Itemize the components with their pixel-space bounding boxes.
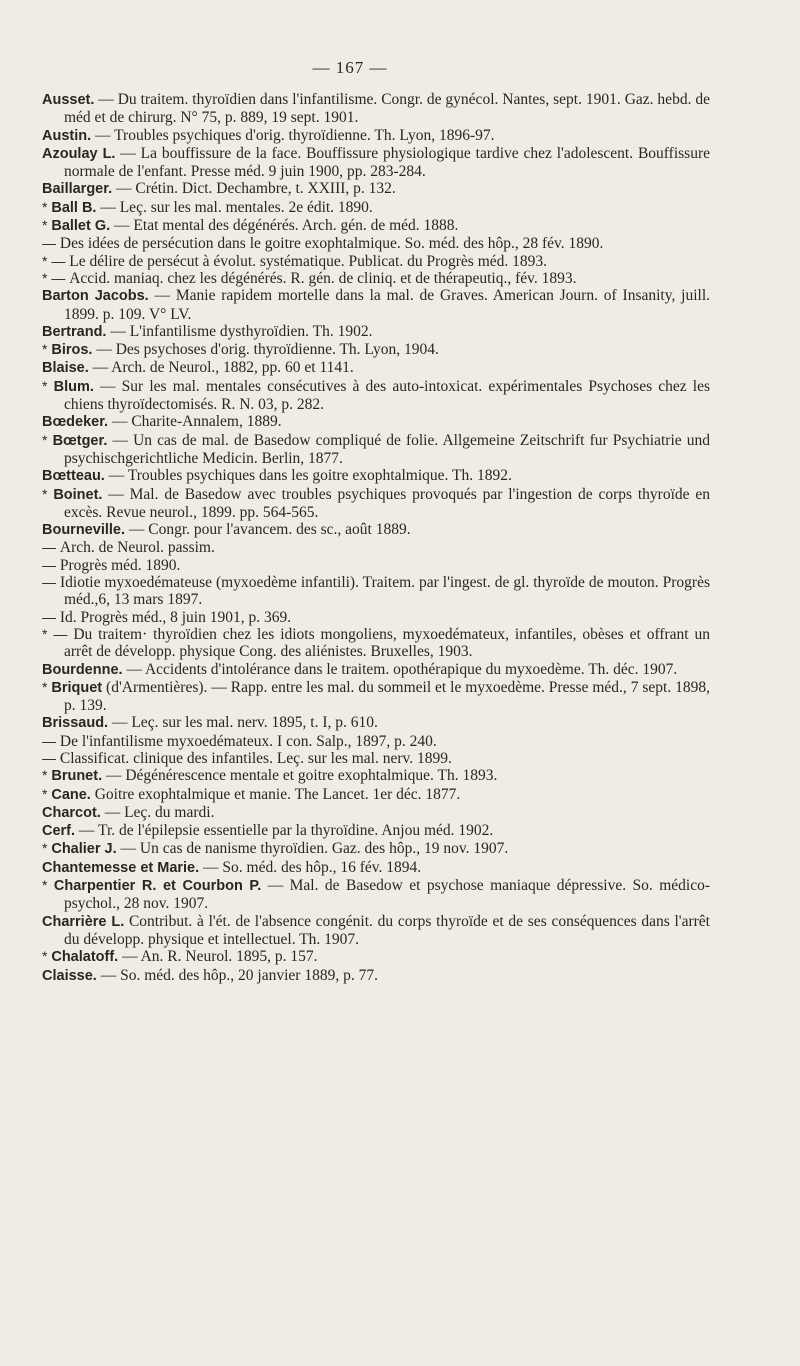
entry-marker: * — [42,269,70,286]
bibliography-entry [42,626,710,661]
bibliography-entry [42,467,710,485]
entry-marker: * [42,877,54,894]
entry-author: Chalatoff. [51,949,119,966]
entry-reference: — Tr. de l'épilepsie essentielle par la thyroïdine. Anjou méd. 1902. [75,822,494,840]
entry-marker: * [42,198,52,215]
entry-reference: — Leç. sur les mal. nerv. 1895, t. I, p. 610. [108,714,378,732]
entry-author: Chalier J. [51,841,117,858]
entry-marker: * [42,678,52,695]
bibliography-entry [42,91,710,127]
entry-reference: Arch. de Neurol. passim. [59,539,215,557]
entry-reference: Id. Progrès méd., 8 juin 1901, p. 369. [59,608,292,626]
entry-reference: — La bouffissure de la face. Bouffissure physiologique tardive chez l'adolescent. Bouffissure normale de l'enfant. Presse méd. 9 juin 1900, pp. 283-284. [64,144,710,181]
entry-reference: — So. méd. des hôp., 20 janvier 1889, p. 77. [96,966,378,984]
entry-reference: Idiotie myxoedémateuse (myxoedème infantili). Traitem. par l'ingest. de gl. thyroïde de mouton. Progrès méd.,6, 13 mars 1897. [59,574,710,609]
entry-author: Baillarger. [42,181,113,198]
entry-reference: — Des psychoses d'orig. thyroïdienne. Th. Lyon, 1904. [92,341,439,359]
bibliography-entry [42,432,710,468]
page-number: — 167 — [312,58,388,77]
bibliography-entry [42,609,710,626]
entry-reference: — Congr. pour l'avancem. des sc., août 1889. [125,521,411,539]
entry-reference: — Mal. de Basedow avec troubles psychiques provoqués par l'ingestion de corps thyroïde en excès. Revue neurol., 1899. pp. 564-565. [64,485,710,521]
entry-author: Claisse. [42,967,97,984]
entry-author: Azoulay L. [42,145,116,162]
entry-reference: — Sur les mal. mentales consécutives à des auto-intoxicat. expérimentales Psychoses chez les chiens thyroïdectomisés. R. N. 03, p. 282. [64,377,710,414]
entry-reference: — L'infantilisme dysthyroïdien. Th. 1902. [106,322,373,340]
entry-marker: — [42,749,60,766]
entry-reference: De l'infantilisme myxoedémateux. I con. Salp., 1897, p. 240. [59,732,437,750]
entry-reference: — So. méd. des hôp., 16 fév. 1894. [199,858,422,876]
bibliography-entry [42,767,710,785]
entry-reference: — Un cas de mal. de Basedow compliqué de folie. Allgemeine Zeitschrift fur Psychiatrie und psychischgerichtliche Medicin. Berlin, 1877. [64,431,710,467]
bibliography-entry [42,877,710,913]
entry-reference: Classificat. clinique des infantiles. Leç. sur les mal. nerv. 1899. [59,749,452,767]
bibliography-entry [42,217,710,235]
bibliography-entry [42,180,710,198]
entry-marker: * [42,217,52,234]
bibliography-entry [42,786,710,804]
entry-author: Bourneville. [42,522,125,539]
bibliography-entry [42,378,710,414]
entry-author: Bourdenne. [42,661,123,678]
entry-author: Bertrand. [42,323,107,340]
entry-reference: — Du traitem. thyroïdien dans l'infantilisme. Congr. de gynécol. Nantes, sept. 1901. Gaz. hebd. de méd et de chirurg. N° 75, p. 889, 19 sept. 1901. [64,91,710,127]
entry-author: Ballet G. [51,218,111,235]
bibliography-entry [42,235,710,252]
entry-author: Ball B. [51,199,97,216]
entry-author: Barton Jacobs. [42,288,149,305]
entry-reference: — Troubles psychiques dans les goitre exophtalmique. Th. 1892. [104,467,512,485]
entry-marker: * [42,785,52,802]
entry-author: Cane. [51,786,91,803]
entry-reference: Le délire de persécut à évolut. systématique. Publicat. du Progrès méd. 1893. [69,252,548,270]
entry-marker: — [42,608,60,625]
bibliography-entry [42,127,710,145]
entry-marker: — [42,732,60,749]
entry-reference: — Arch. de Neurol., 1882, pp. 60 et 1141. [88,359,354,377]
entry-marker: — [42,556,60,573]
entry-author: Bœdeker. [42,414,109,431]
entry-reference: — Leç. sur les mal. mentales. 2e édit. 1890. [96,198,373,216]
bibliography-entry [42,145,710,181]
entry-author: Brunet. [51,768,103,785]
entry-reference: Accid. maniaq. chez les dégénérés. R. gén. de cliniq. et de thérapeutiq., fév. 1893. [69,269,577,287]
entry-reference: — Un cas de nanisme thyroïdien. Gaz. des hôp., 19 nov. 1907. [116,840,509,858]
bibliography-list [42,91,710,985]
bibliography-entry [42,822,710,840]
bibliography-entry [42,804,710,822]
entry-marker: * [42,767,52,784]
entry-reference: — Mal. de Basedow et psychose maniaque dépressive. So. médico-psychol., 28 nov. 1907. [64,877,710,913]
entry-marker: * [42,431,53,448]
bibliography-entry [42,733,710,750]
bibliography-entry [42,486,710,522]
entry-marker: * [42,840,52,857]
bibliography-entry [42,840,710,858]
entry-reference: — Troubles psychiques d'orig. thyroïdienne. Th. Lyon, 1896-97. [91,126,495,144]
entry-marker: * — [42,252,70,269]
bibliography-entry [42,557,710,574]
entry-reference: (d'Armentières). — Rapp. entre les mal. du sommeil et le myxoedème. Presse méd., 7 sept. 1898, p. 139. [64,678,710,715]
entry-reference: — Charite-Annalem, 1889. [108,413,282,431]
bibliography-entry [42,359,710,377]
bibliography-entry [42,253,710,270]
entry-author: Bœtteau. [42,468,105,485]
bibliography-entry [42,714,710,732]
entry-marker: — [42,539,60,556]
bibliography-entry [42,199,710,217]
entry-author: Austin. [42,127,92,144]
entry-reference: — Manie rapidem mortelle dans la mal. de Graves. American Journ. of Insanity, juill. 1899. p. 109. V° LV. [64,287,711,323]
entry-marker: * [42,485,54,502]
bibliography-entry [42,859,710,877]
entry-marker: * — [42,625,74,642]
entry-marker: * [42,377,54,394]
entry-reference: — An. R. Neurol. 1895, p. 157. [118,948,318,966]
entry-author: Charcot. [42,804,101,821]
entry-reference: Des idées de persécution dans le goitre exophtalmique. So. méd. des hôp., 28 fév. 1890. [59,235,604,253]
entry-author: Biros. [51,342,93,359]
entry-reference: — Leç. du mardi. [100,803,215,821]
entry-author: Charpentier R. et Courbon P. [53,878,262,895]
bibliography-entry [42,750,710,767]
entry-author: Blaise. [42,360,89,377]
bibliography-entry [42,270,710,287]
entry-reference: — Dégénérescence mentale et goitre exophtalmique. Th. 1893. [102,767,498,785]
bibliography-entry [42,287,710,323]
bibliography-entry [42,574,710,609]
bibliography-entry [42,413,710,431]
bibliography-entry [42,521,710,539]
entry-reference: Progrès méd. 1890. [59,556,181,574]
bibliography-entry [42,913,710,949]
entry-author: Chantemesse et Marie. [42,859,200,876]
bibliography-entry [42,661,710,679]
entry-reference: — Accidents d'intolérance dans le traitem. opothérapique du myxoedème. Th. déc. 1907. [122,660,678,678]
entry-reference: Goitre exophtalmique et manie. The Lancet. 1er déc. 1877. [90,785,461,803]
entry-reference: Du traitem· thyroïdien chez les idiots mongoliens, myxoedémateux, infantiles, obèses et offrant un arrêt de développ. physique Cong. des aliénistes. Bruxelles, 1903. [64,625,710,661]
entry-author: Brissaud. [42,715,109,732]
entry-author: Bœtger. [52,432,108,449]
bibliography-entry [42,341,710,359]
bibliography-entry [42,679,710,715]
entry-author: Charrière L. [42,913,125,930]
bibliography-entry [42,948,710,966]
entry-reference: — Crétin. Dict. Dechambre, t. XXIII, p. 132. [112,180,396,198]
entry-marker: — [42,574,60,591]
entry-author: Briquet [51,679,103,696]
entry-author: Blum. [53,378,94,395]
entry-author: Boinet. [53,486,103,503]
entry-author: Cerf. [42,823,76,840]
entry-reference: Contribut. à l'ét. de l'absence congénit. du corps thyroïde et de ses conséquences dans l'arrêt du développ. physique et intellectuel. Th. 1907. [64,912,710,948]
entry-reference: — Etat mental des dégénérés. Arch. gén. de méd. 1888. [110,217,459,235]
entry-marker: — [42,235,60,252]
entry-marker: * [42,948,52,965]
bibliography-entry [42,323,710,341]
bibliography-entry [42,539,710,556]
entry-author: Ausset. [42,92,95,108]
entry-marker: * [42,341,52,358]
bibliography-entry [42,967,710,985]
